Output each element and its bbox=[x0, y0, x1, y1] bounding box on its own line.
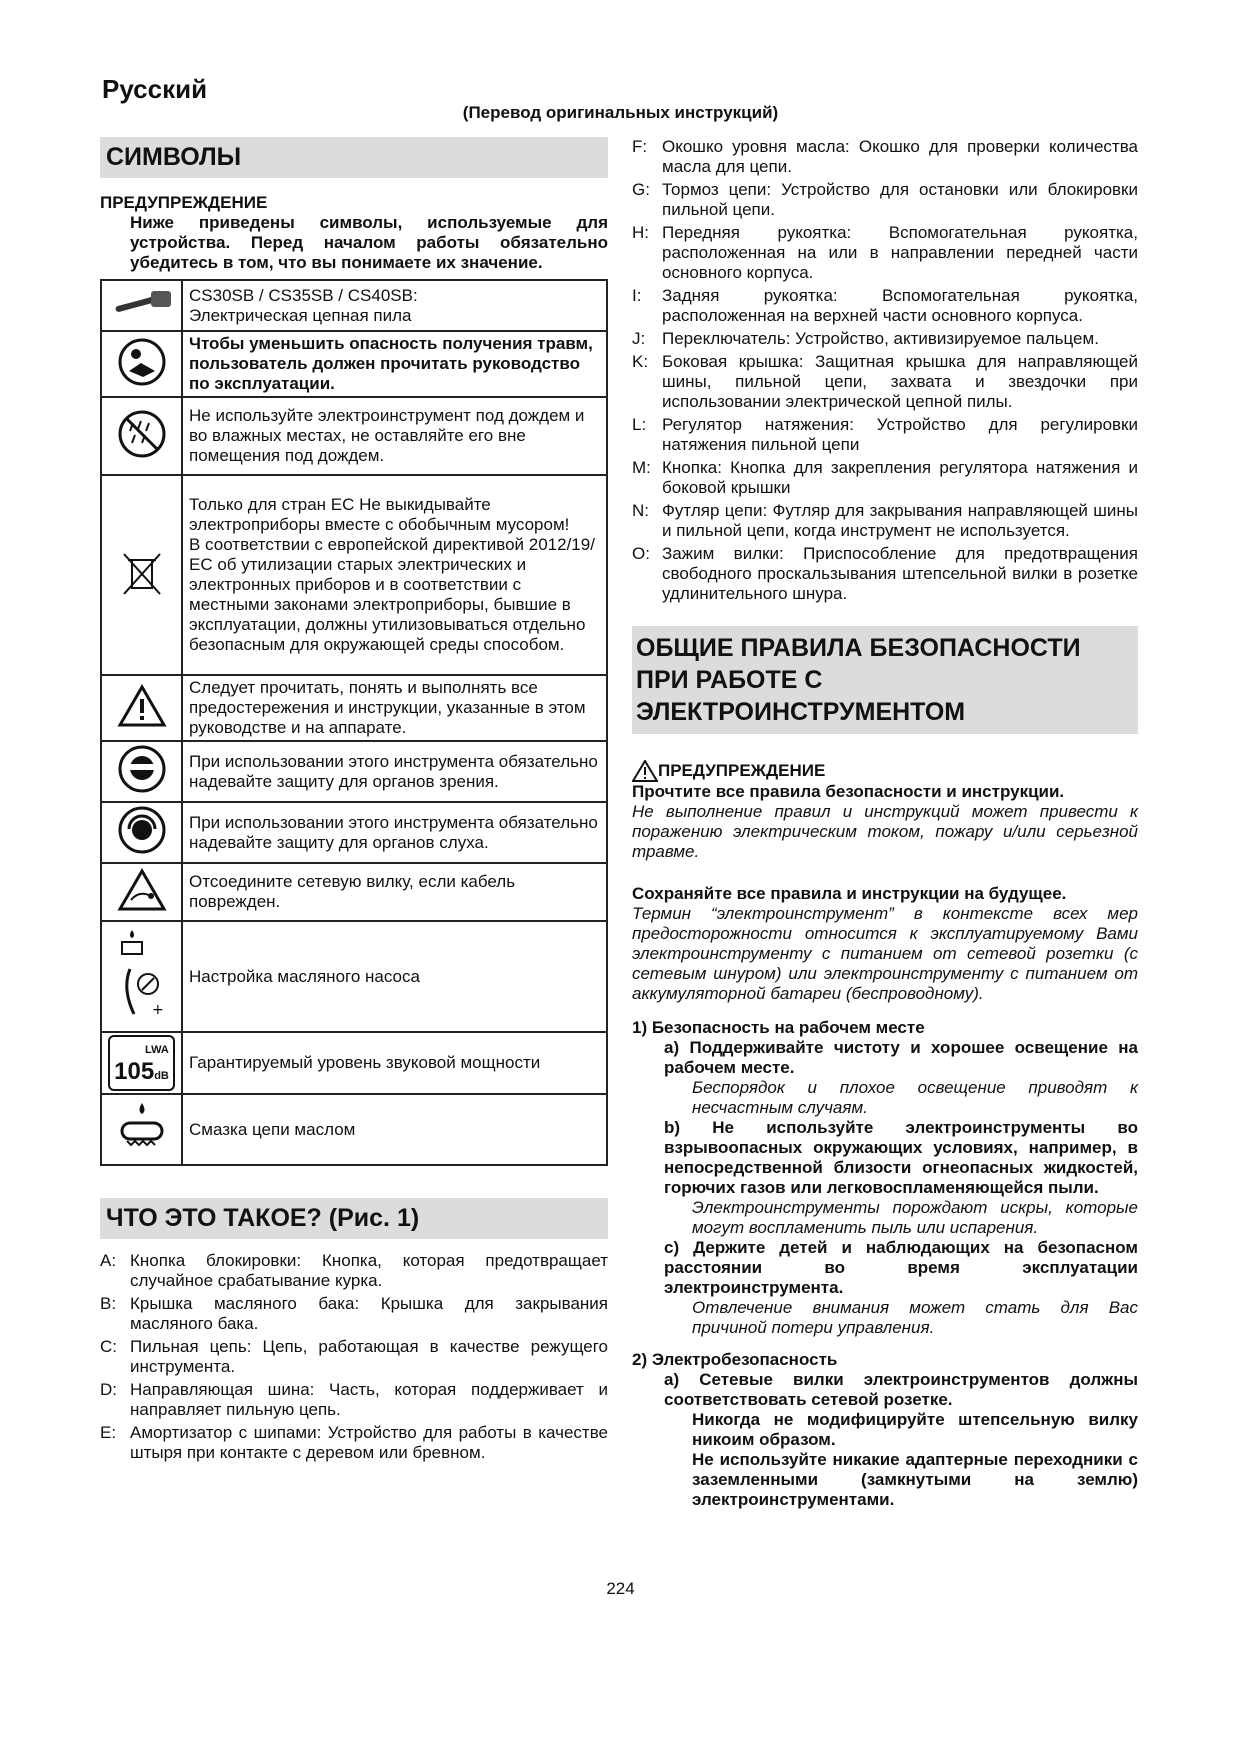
symbol-description: Только для стран ЕС Не выкидывайте электроприборы вместе с обобычным мусором! В соответствии с европейской директивой 2012/19/ЕС об утилизации старых электрических и электронных приборов и в соответствии с местными законами электроприборы, бывшие в эксплуатации, должны утилизовываться отдельно безопасным для окружающей среды способом. bbox=[182, 475, 607, 675]
whatis-item bbox=[632, 286, 1138, 326]
chain-oil-icon bbox=[101, 1094, 182, 1165]
save-note: Термин “электроинструмент” в контексте всех мер предосторожности относится к эксплуатируемому Вами электроинструменту с питанием от сетевой розетки (с сетевым шнуром) или электроинструменту с питанием от аккумуляторной батареи (беспроводному). bbox=[632, 904, 1138, 1003]
whatis-item bbox=[100, 1337, 608, 1377]
item-text: Футляр цепи: Футляр для закрывания направляющей шины и пильной цепи, когда инструмент не используется. bbox=[662, 501, 1138, 540]
item-key: K: bbox=[632, 352, 649, 371]
symbol-description: При использовании этого инструмента обязательно надевайте защиту для органов слуха. bbox=[182, 802, 607, 863]
symbol-row bbox=[101, 1032, 607, 1094]
save-text: Сохраняйте все правила и инструкции на будущее. bbox=[632, 884, 1067, 903]
symbols-warning-title: ПРЕДУПРЕЖДЕНИЕ bbox=[100, 193, 268, 212]
item-text: Амортизатор с шипами: Устройство для работы в качестве штыря при контакте с деревом или бревном. bbox=[130, 1423, 608, 1462]
whatis-item bbox=[632, 415, 1138, 455]
item-text: Зажим вилки: Приспособление для предотвращения свободного проскальзывания штепсельной вилки в розетке удлинительного шнура. bbox=[662, 544, 1138, 603]
general-heading: ОБЩИЕ ПРАВИЛА БЕЗОПАСНОСТИ ПРИ РАБОТЕ С ЭЛЕКТРОИНСТРУМЕНТОМ bbox=[632, 626, 1138, 734]
symbol-description: Следует прочитать, понять и выполнять все предостережения и инструкции, указанные в этом руководстве и на аппарате. bbox=[182, 675, 607, 741]
item-text: Боковая крышка: Защитная крышка для направляющей шины, пильной цепи, захвата и звездочки при использовании электрической цепной пилы. bbox=[662, 352, 1138, 411]
item-key: M: bbox=[632, 458, 651, 477]
general-warning bbox=[632, 760, 1138, 782]
item-text: Тормоз цепи: Устройство для остановки или блокировки пильной цепи. bbox=[662, 180, 1138, 219]
item-key: B: bbox=[100, 1294, 117, 1313]
warning-triangle-icon bbox=[101, 675, 182, 741]
symbols-heading: СИМВОЛЫ bbox=[100, 137, 608, 178]
item-text: Пильная цепь: Цепь, работающая в качестве режущего инструмента. bbox=[130, 1337, 608, 1376]
whatis-item bbox=[632, 180, 1138, 220]
read-manual-icon bbox=[101, 331, 182, 397]
symbol-row bbox=[101, 331, 607, 397]
symbol-row bbox=[101, 863, 607, 921]
symbol-description: CS30SB / CS35SB / CS40SB: Электрическая цепная пила bbox=[182, 280, 607, 331]
svg-text:+: + bbox=[151, 1002, 164, 1018]
rule-2a-2: Никогда не модифицируйте штепсельную вилку никоим образом. bbox=[692, 1410, 1138, 1449]
item-text: Кнопка блокировки: Кнопка, которая предотвращает случайное срабатывание курка. bbox=[130, 1251, 608, 1290]
item-key: E: bbox=[100, 1423, 117, 1442]
chainsaw-icon bbox=[101, 280, 182, 331]
item-key: H: bbox=[632, 223, 649, 242]
item-text: Передняя рукоятка: Вспомогательная рукоятка, расположенная на или в направлении передней части основного корпуса. bbox=[662, 223, 1138, 282]
sound-level-unit: dB bbox=[154, 1070, 169, 1082]
rule-1a: a) Поддерживайте чистоту и хорошее освещение на рабочем месте. bbox=[664, 1038, 1138, 1077]
whatis-item bbox=[100, 1251, 608, 1291]
symbol-row bbox=[101, 1094, 607, 1165]
rule-2a-3: Не используйте никакие адаптерные переходники с заземленными (замкнутыми на землю) электроинструментами. bbox=[692, 1450, 1138, 1509]
whatis-item bbox=[100, 1380, 608, 1420]
symbol-description: Не используйте электроинструмент под дождем и во влажных местах, не оставляйте его вне помещения под дождем. bbox=[182, 397, 607, 475]
item-text: Крышка масляного бака: Крышка для закрывания масляного бака. bbox=[130, 1294, 608, 1333]
read-all-text: Прочтите все правила безопасности и инструкции. bbox=[632, 782, 1065, 801]
symbols-warning-text: Ниже приведены символы, используемые для устройства. Перед началом работы обязательно убедитесь в том, что вы понимаете их значение. bbox=[130, 213, 608, 272]
symbol-description: Настройка масляного насоса bbox=[182, 921, 607, 1032]
item-key: O: bbox=[632, 544, 650, 563]
right-column bbox=[632, 137, 1138, 1510]
symbol-description: Смазка цепи маслом bbox=[182, 1094, 607, 1165]
whatis-item bbox=[100, 1294, 608, 1334]
symbol-row bbox=[101, 802, 607, 863]
item-key: J: bbox=[632, 329, 646, 348]
whatis-list-left bbox=[100, 1251, 608, 1463]
ear-protection-icon bbox=[101, 802, 182, 863]
rule-1c-note: Отвлечение внимания может стать для Вас причиной потери управления. bbox=[692, 1298, 1138, 1337]
item-text: Задняя рукоятка: Вспомогательная рукоятка, расположенная на верхней части основного корпуса. bbox=[662, 286, 1138, 325]
sound-power-icon bbox=[101, 1032, 182, 1094]
rule-1a-note: Беспорядок и плохое освещение приводят к несчастным случаям. bbox=[692, 1078, 1138, 1117]
symbol-description: Отсоедините сетевую вилку, если кабель поврежден. bbox=[182, 863, 607, 921]
symbol-row bbox=[101, 675, 607, 741]
rule-1c: c) Держите детей и наблюдающих на безопасном расстоянии во время эксплуатации электроинструмента. bbox=[664, 1238, 1138, 1297]
whatis-item bbox=[632, 137, 1138, 177]
symbols-table bbox=[100, 279, 608, 1166]
whatis-item bbox=[632, 223, 1138, 283]
page-number: 224 bbox=[606, 1579, 635, 1598]
symbol-row bbox=[101, 475, 607, 675]
weee-bin-icon bbox=[101, 475, 182, 675]
whatis-list-right bbox=[632, 137, 1138, 604]
left-column bbox=[100, 137, 608, 1466]
item-key: L: bbox=[632, 415, 647, 434]
section-2-heading: 2) Электробезопасность bbox=[632, 1350, 838, 1369]
subtitle: (Перевод оригинальных инструкций) bbox=[462, 103, 779, 122]
item-text: Кнопка: Кнопка для закрепления регулятора натяжения и боковой крышки bbox=[662, 458, 1138, 497]
symbol-row bbox=[101, 741, 607, 802]
symbol-description: Гарантируемый уровень звуковой мощности bbox=[182, 1032, 607, 1094]
item-key: G: bbox=[632, 180, 650, 199]
sound-level-value: 105 bbox=[114, 1058, 155, 1085]
eye-protection-icon bbox=[101, 741, 182, 802]
language-label: Русский bbox=[102, 74, 208, 104]
symbol-description: При использовании этого инструмента обязательно надевайте защиту для органов зрения. bbox=[182, 741, 607, 802]
read-all-note: Не выполнение правил и инструкций может привести к поражению электрическим током, пожару и/или серьезной травме. bbox=[632, 802, 1138, 861]
whatis-item bbox=[632, 501, 1138, 541]
whatis-item bbox=[632, 329, 1138, 349]
item-text: Регулятор натяжения: Устройство для регулировки натяжения пильной цепи bbox=[662, 415, 1138, 454]
whatis-item bbox=[100, 1423, 608, 1463]
item-key: N: bbox=[632, 501, 649, 520]
rule-2a: a) Сетевые вилки электроинструментов должны соответствовать сетевой розетке. bbox=[664, 1370, 1138, 1409]
general-warning-title: ПРЕДУПРЕЖДЕНИЕ bbox=[658, 761, 826, 780]
unplug-warning-icon bbox=[101, 863, 182, 921]
whatis-item bbox=[632, 544, 1138, 604]
rule-1b-note: Электроинструменты порождают искры, которые могут воспламенить пыль или испарения. bbox=[692, 1198, 1138, 1237]
item-key: F: bbox=[632, 137, 648, 156]
item-key: I: bbox=[632, 286, 642, 305]
whatis-heading: ЧТО ЭТО ТАКОЕ? (Рис. 1) bbox=[100, 1198, 608, 1239]
symbol-row bbox=[101, 397, 607, 475]
item-text: Окошко уровня масла: Окошко для проверки количества масла для цепи. bbox=[662, 137, 1138, 176]
rule-1b: b) Не используйте электроинструменты во взрывоопасных окружающих условиях, например, в непосредственной близости огнеопасных жидкостей, горючих газов или легковоспламеняющейся пыли. bbox=[664, 1118, 1138, 1197]
item-key: D: bbox=[100, 1380, 117, 1399]
item-text: Направляющая шина: Часть, которая поддерживает и направляет пильную цепь. bbox=[130, 1380, 608, 1419]
symbol-row bbox=[101, 280, 607, 331]
symbol-description: Чтобы уменьшить опасность получения травм, пользователь должен прочитать руководство по эксплуатации. bbox=[182, 331, 607, 397]
lwa-label: LWA bbox=[145, 1044, 169, 1056]
item-key: A: bbox=[100, 1251, 117, 1270]
whatis-item bbox=[632, 352, 1138, 412]
item-key: C: bbox=[100, 1337, 117, 1356]
oil-pump-adjust-icon bbox=[101, 921, 182, 1032]
item-text: Переключатель: Устройство, активизируемое пальцем. bbox=[662, 329, 1099, 348]
warning-triangle-icon bbox=[632, 760, 658, 782]
whatis-item bbox=[632, 458, 1138, 498]
symbol-row bbox=[101, 921, 607, 1032]
no-rain-icon bbox=[101, 397, 182, 475]
section-1-heading: 1) Безопасность на рабочем месте bbox=[632, 1018, 925, 1037]
